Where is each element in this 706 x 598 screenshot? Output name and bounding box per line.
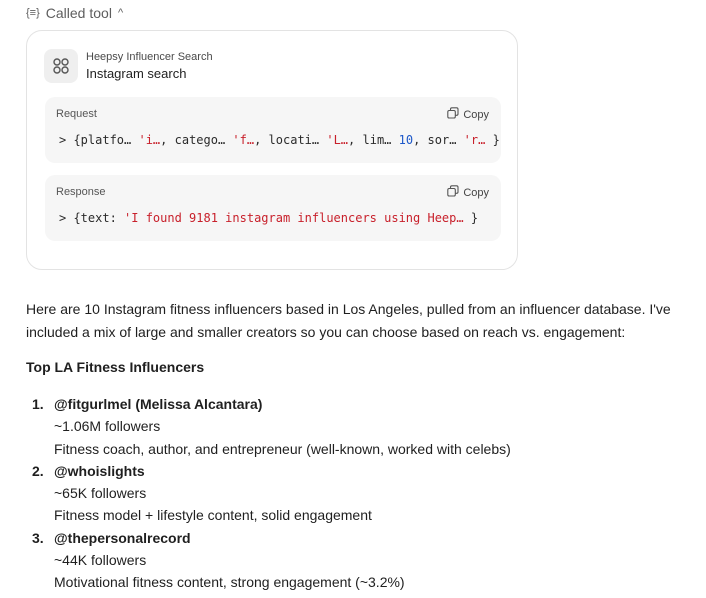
response-label: Response [56,186,106,198]
code-text: > {text: [59,211,125,225]
influencer-handle: @fitgurlmel (Melissa Alcantara) [54,396,263,412]
influencer-handle: @thepersonalrecord [54,529,191,546]
tool-call-card [26,30,518,270]
code-text: , sor… [413,133,464,147]
copy-response-button[interactable] [447,185,489,200]
chevron-up-icon: ^ [117,7,124,19]
apps-icon [44,49,78,83]
influencer-followers: ~1.06M followers [54,418,161,435]
copy-response-label: Copy [463,186,489,199]
influencer-item [26,527,686,594]
influencer-description: Motivational fitness content, strong engagement (~3.2%) [54,574,405,591]
copy-request-button[interactable] [447,107,489,122]
code-string: 'I found 9181 instagram influencers using Heep… [124,211,464,225]
code-text: , catego… [160,133,233,147]
influencer-followers: ~65K followers [54,485,147,502]
code-text: > {platfo… [59,133,139,147]
called-tool-toggle[interactable] [26,4,123,22]
influencer-number: 3. [32,529,44,546]
influencer-item [26,460,686,527]
code-number: 10 [398,133,414,147]
tool-title: Instagram search [86,66,187,81]
code-string: 'f… [232,133,255,147]
code-text: , lim… [348,133,399,147]
tool-header [44,49,213,83]
influencer-followers: ~44K followers [54,552,147,569]
influencer-description: Fitness model + lifestyle content, solid engagement [54,507,372,524]
called-tool-label: Called tool [45,5,112,21]
tool-call-icon: {≡} [26,7,40,19]
influencer-handle: @whoislights [54,462,145,479]
code-text: } [485,133,500,147]
copy-icon [447,185,459,200]
influencer-description: Fitness coach, author, and entrepreneur (well-known, worked with celebs) [54,440,511,457]
code-string: 'L… [326,133,349,147]
copy-icon [447,107,459,122]
request-code[interactable] [59,133,500,147]
response-code[interactable] [59,211,478,225]
code-text: } [463,211,479,225]
influencer-list [26,393,686,594]
tool-provider: Heepsy Influencer Search [86,51,213,63]
response-section [45,175,501,241]
code-string: 'i… [138,133,161,147]
code-string: 'r… [463,133,486,147]
code-text: , locati… [254,133,327,147]
influencer-number: 2. [32,462,44,479]
influencer-number: 1. [32,396,44,412]
copy-request-label: Copy [463,108,489,121]
intro-paragraph: Here are 10 Instagram fitness influencers based in Los Angeles, pulled from an influencer database. I've included a mix of large and smaller creators so you can choose based on reach vs. engagement: [26,301,671,340]
request-label: Request [56,108,97,120]
section-heading: Top LA Fitness Influencers [26,359,205,375]
request-section [45,97,501,163]
influencer-item [26,393,686,460]
